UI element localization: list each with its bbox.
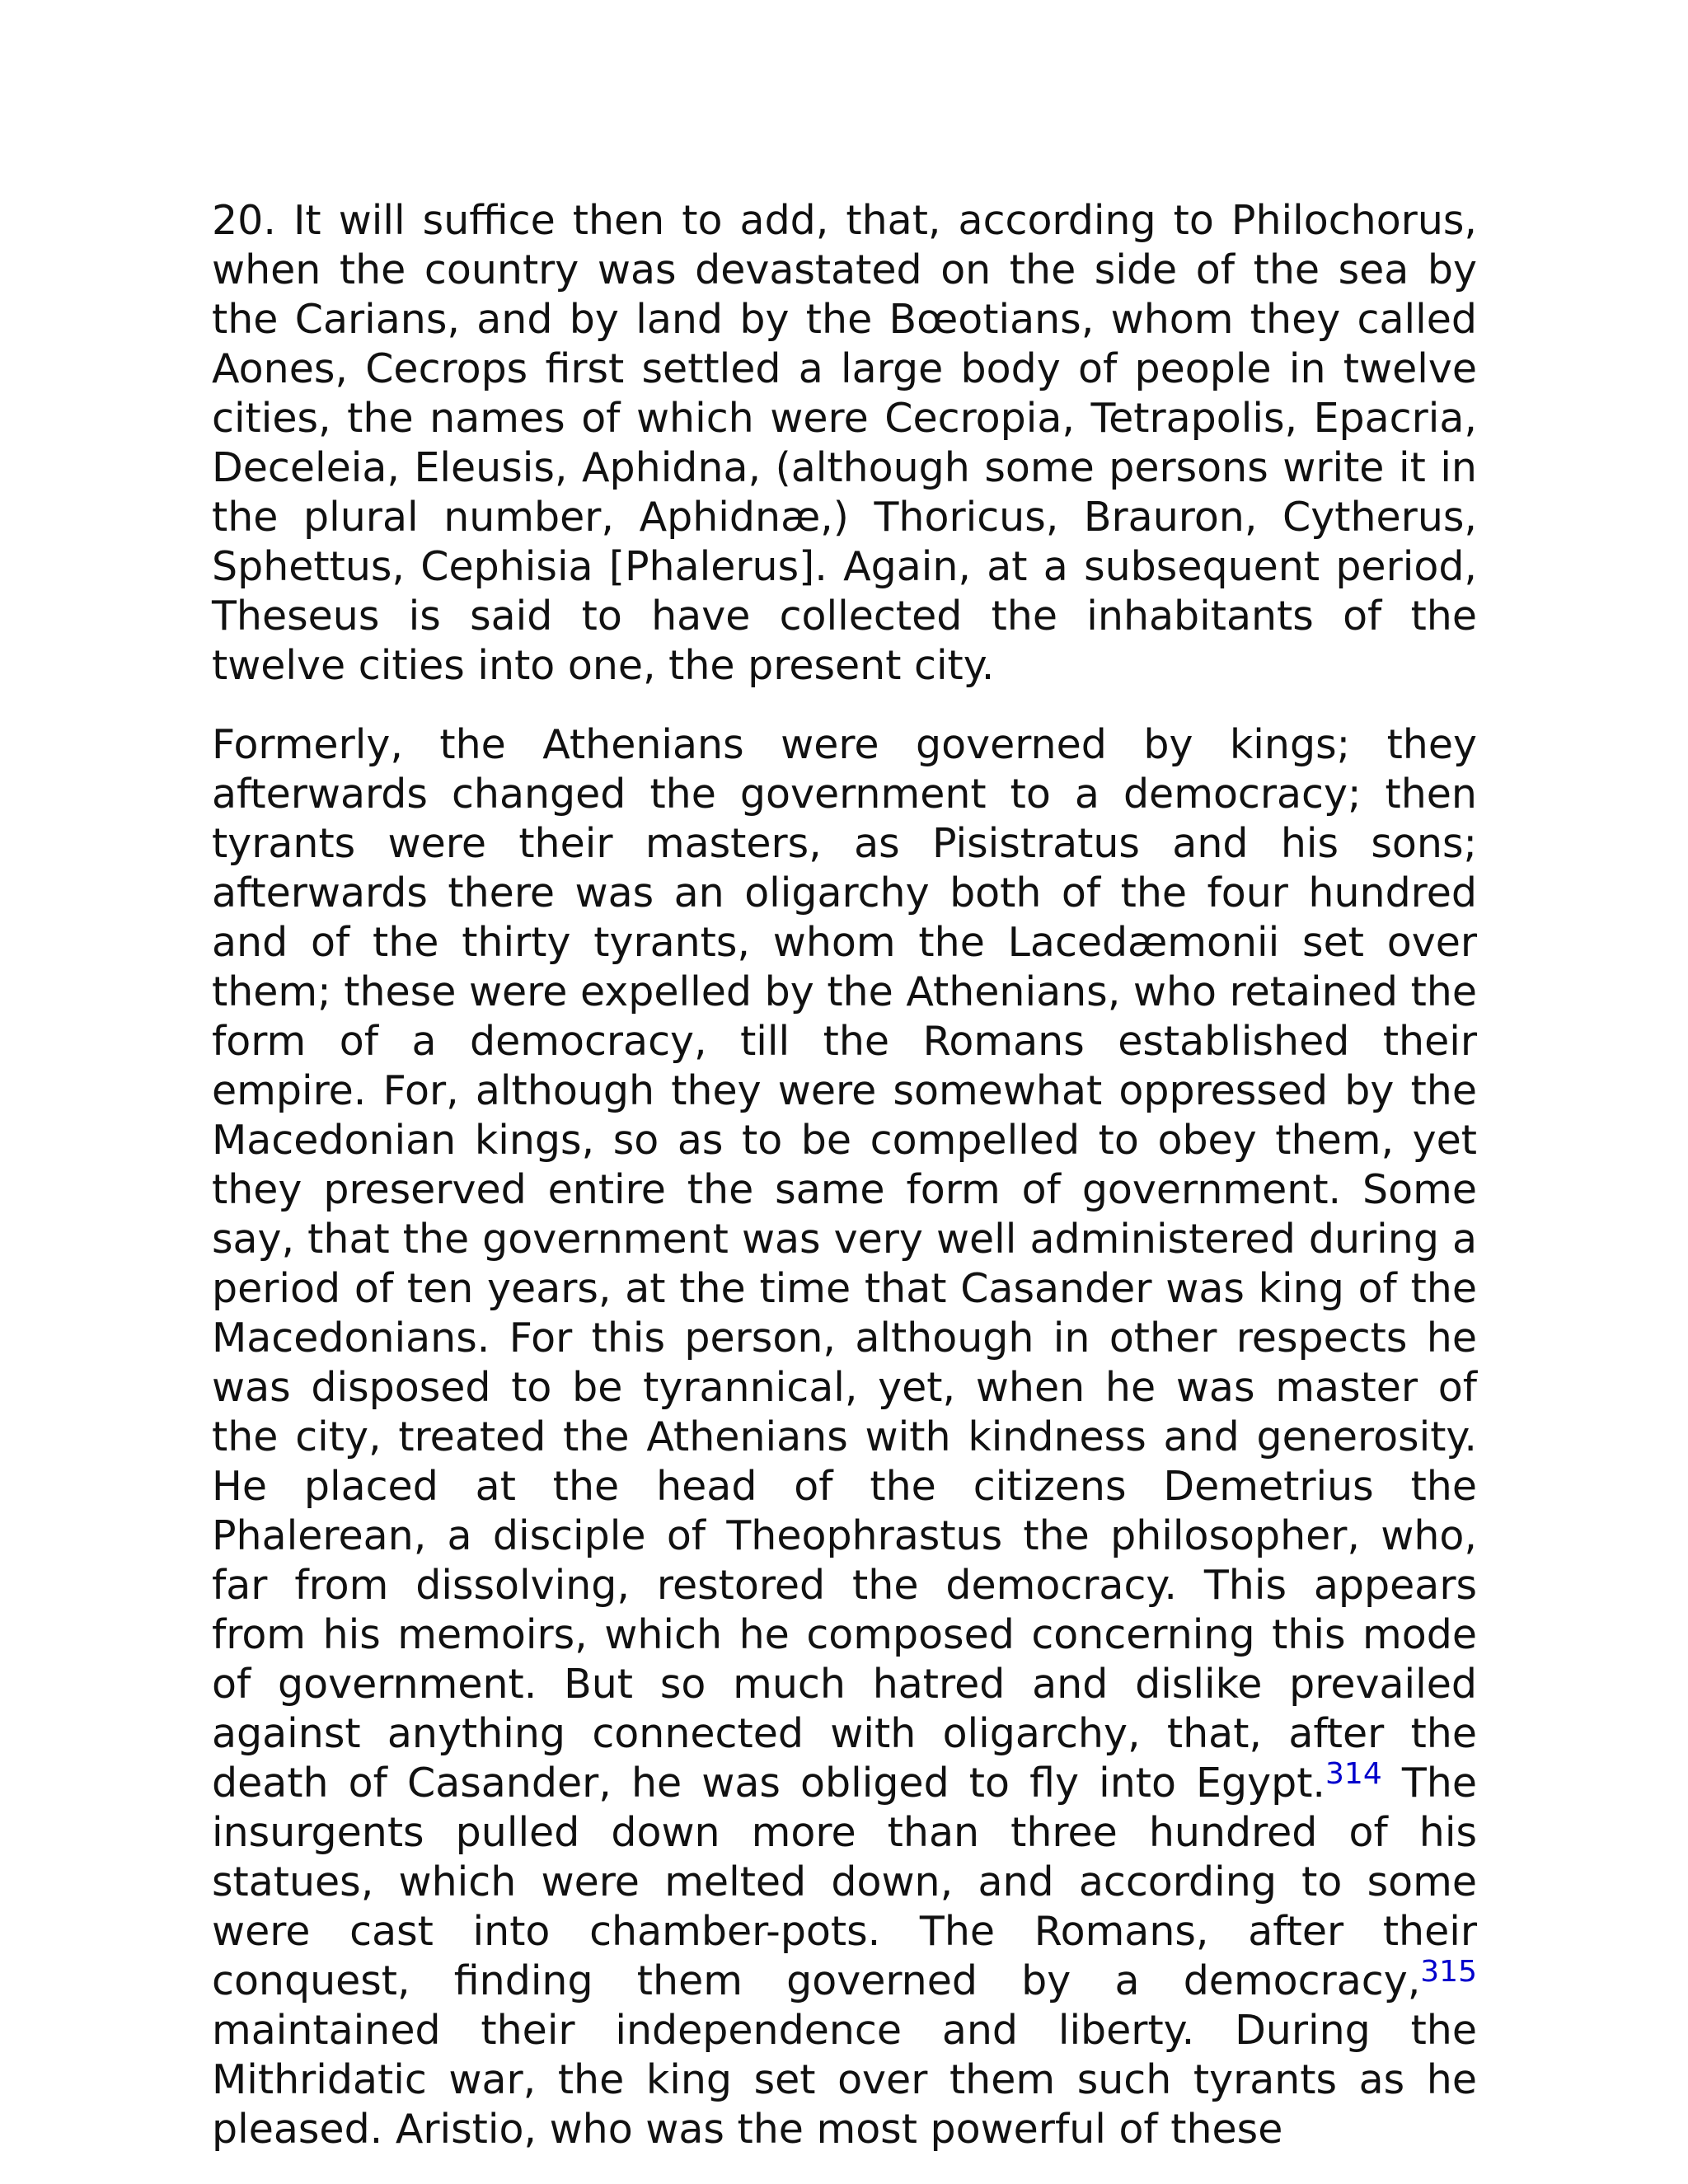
footnote-link-315[interactable]: 315 xyxy=(1420,1955,1477,1989)
paragraph-2-text-part-1: Formerly, the Athenians were governed by kings; they afterwards changed the government to a democracy; then tyrants were their masters, as Pisistratus and his sons; afterwards there was an oligarchy both of the four hundred and of the thirty tyrants, whom the Lacedæmonii set over them; these were expelled by the Athenians, who retained the form of a democracy, till the Romans established their empire. For, although they were somewhat oppressed by the Macedonian kings, so as to be compelled to obey them, yet they preserved entire the same form of government. Some say, that the government was very well administered during a period of ten years, at the time that Casander was king of the Macedonians. For this person, although in other respects he was disposed to be tyrannical, yet, when he was master of the city, treated the Athenians with kindness and generosity. He placed at the head of the citizens Demetrius the Phalerean, a disciple of Theophrastus the philosopher, who, far from dissolving, restored the democracy. This appears from his memoirs, which he composed concerning this mode of government. But so much hatred and dislike prevailed against anything connected with oligarchy, that, after the death of Casander, he was obliged to fly into Egypt. xyxy=(212,721,1477,1807)
paragraph-2-text-part-3: maintained their independence and liberty. During the Mithridatic war, the king set over them such tyrants as he pleased. Aristio, who was the most powerful of these xyxy=(212,2007,1477,2153)
paragraph-2 xyxy=(212,720,1477,2154)
paragraph-1: 20. It will suffice then to add, that, according to Philochorus, when the country was devastated on the side of the sea by the Carians, and by land by the Bœotians, whom they called Aones, Cecrops first settled a large body of people in twelve cities, the names of which were Cecropia, Tetrapolis, Epacria, Deceleia, Eleusis, Aphidna, (although some persons write it in the plural number, Aphidnæ,) Thoricus, Brauron, Cytherus, Sphettus, Cephisia [Phalerus]. Again, at a subsequent period, Theseus is said to have collected the inhabitants of the twelve cities into one, the present city. xyxy=(212,197,1477,689)
paragraph-2-text-part-2: The insurgents pulled down more than three hundred of his statues, which were melted down, and according to some were cast into chamber-pots. The Romans, after their conquest, finding them governed by a democracy, xyxy=(212,1760,1477,2004)
footnote-link-314[interactable]: 314 xyxy=(1325,1757,1382,1791)
document-page xyxy=(212,196,1477,2154)
